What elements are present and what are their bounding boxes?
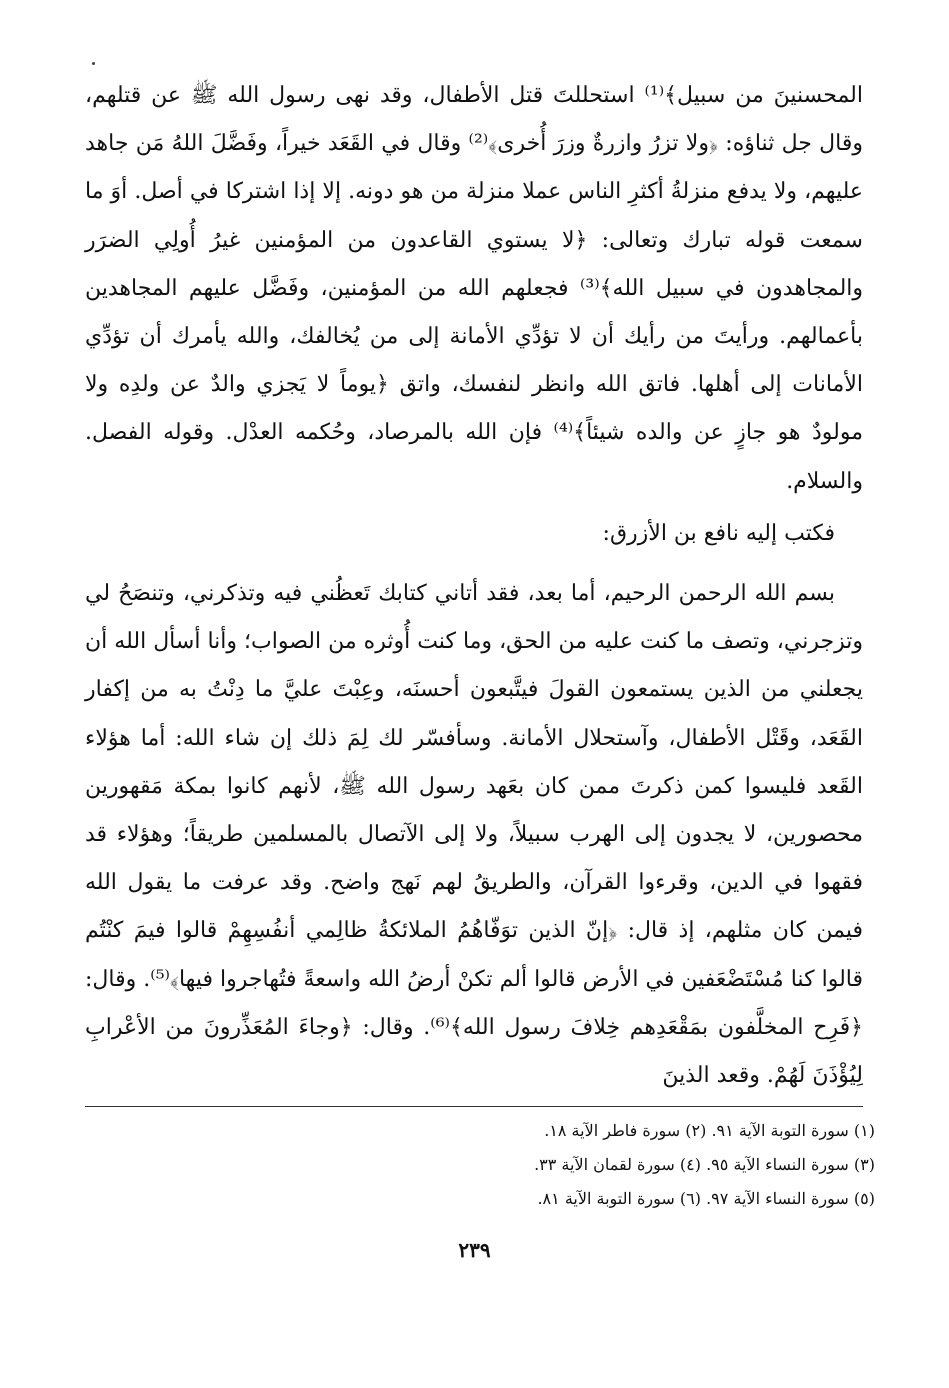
- scan-speck: [92, 62, 95, 65]
- footnote-line: (١) سورة التوبة الآية ٩١. (٢) سورة فاطر الآية ١٨.: [544, 1121, 875, 1140]
- paragraph-heading-reply: فكتب إليه نافع بن الأزرق:: [602, 521, 835, 546]
- footnote-line: (٣) سورة النساء الآية ٩٥. (٤) سورة لقمان الآية ٣٣.: [534, 1155, 875, 1174]
- page-number: ٢٣٩: [458, 1238, 491, 1262]
- paragraph-letter-ending: المحسنينَ من سبيل﴾⁽¹⁾ استحللتَ قتل الأطفال، وقد نهى رسول الله ﷺ عن قتلهم، وقال جل ثناؤه: ﴿ولا تزرُ وازرةٌ وزرَ أُخرى﴾⁽²⁾ وقال في القَعَد خيراً، وفَضَّلَ اللهُ مَن جاهد عليهم، ولا يدفع منزلةُ أكثرِ الناس عملا منزلة من هو دونه. إلا إذا اشتركا في أصل. أوَ ما سمعت قوله تبارك وتعالى: ﴿لا يستوي القاعدون من المؤمنين غيرُ أُولِي الضرَر والمجاهدون في سبيل الله﴾⁽³⁾ فجعلهم الله من المؤمنين، وفَضَّل عليهم المجاهدين بأعمالهم. ورأيتَ من رأيك أن لا تؤدِّي الأمانة إلى من يُخالفك، والله يأمرك أن تؤدِّي الأمانات إلى أهلها. فاتق الله وانظر لنفسك، واتق ﴿يوماً لا يَجزي والدٌ عن ولدِه ولا مولودٌ هو جازٍ عن والده شيئاً﴾⁽⁴⁾ فإن الله بالمرصاد، وحُكمه العدْل. وقوله الفصل. والسلام.: [85, 83, 864, 494]
- footnotes: [85, 1114, 875, 1216]
- paragraph-reply-letter: بسم الله الرحمن الرحيم، أما بعد، فقد أتاني كتابك تَعظُني فيه وتذكرني، وتنصَحُ لي وتزجرني، وتصف ما كنت عليه من الحق، وما كنت أُوثره من الصواب؛ وأنا أسأل الله أن يجعلني من الذين يستمعون القولَ فيتَّبعون أحسنَه، وعِبْتَ عليَّ ما دِنْتُ به من إكفار القَعَد، وقَتْل الأطفال، وآستحلال الأمانة. وسأفسّر لك لِمَ ذلك إن شاء الله: أما هؤلاء القَعد فليسوا كمن ذكرتَ ممن كان بعَهد رسول الله ﷺ، لأنهم كانوا بمكة مَقهورين محصورين، لا يجدون إلى الهرب سبيلاً، ولا إلى الآتصال بالمسلمين طريقاً؛ وهؤلاء قد فقهوا في الدين، وقرءوا القرآن، والطريقُ لهم نَهج واضح. وقد عرفت ما يقول الله فيمن كان مثلهم، إذ قال: ﴿إنّ الذين توَفّاهُمُ الملائكةُ ظالِمي أنفُسِهِمْ قالوا فيمَ كنْتُم قالوا كنا مُسْتَضْعَفين في الأرض قالوا ألم تكنْ أرضُ الله واسعةً فتُهاجروا فيها﴾⁽⁵⁾. وقال: ﴿فَرِح المخلَّفون بمَقْعَدِهم خِلافَ رسول الله﴾⁽⁶⁾. وقال: ﴿وجاءَ المُعَذِّرونَ من الأعْرابِ لِيُؤْذَنَ لَهُمْ. وقعد الذينَ: [85, 581, 863, 1089]
- footnote-line: (٥) سورة النساء الآية ٩٧. (٦) سورة التوبة الآية ٨١.: [537, 1189, 875, 1208]
- footnote-divider: [85, 1106, 863, 1107]
